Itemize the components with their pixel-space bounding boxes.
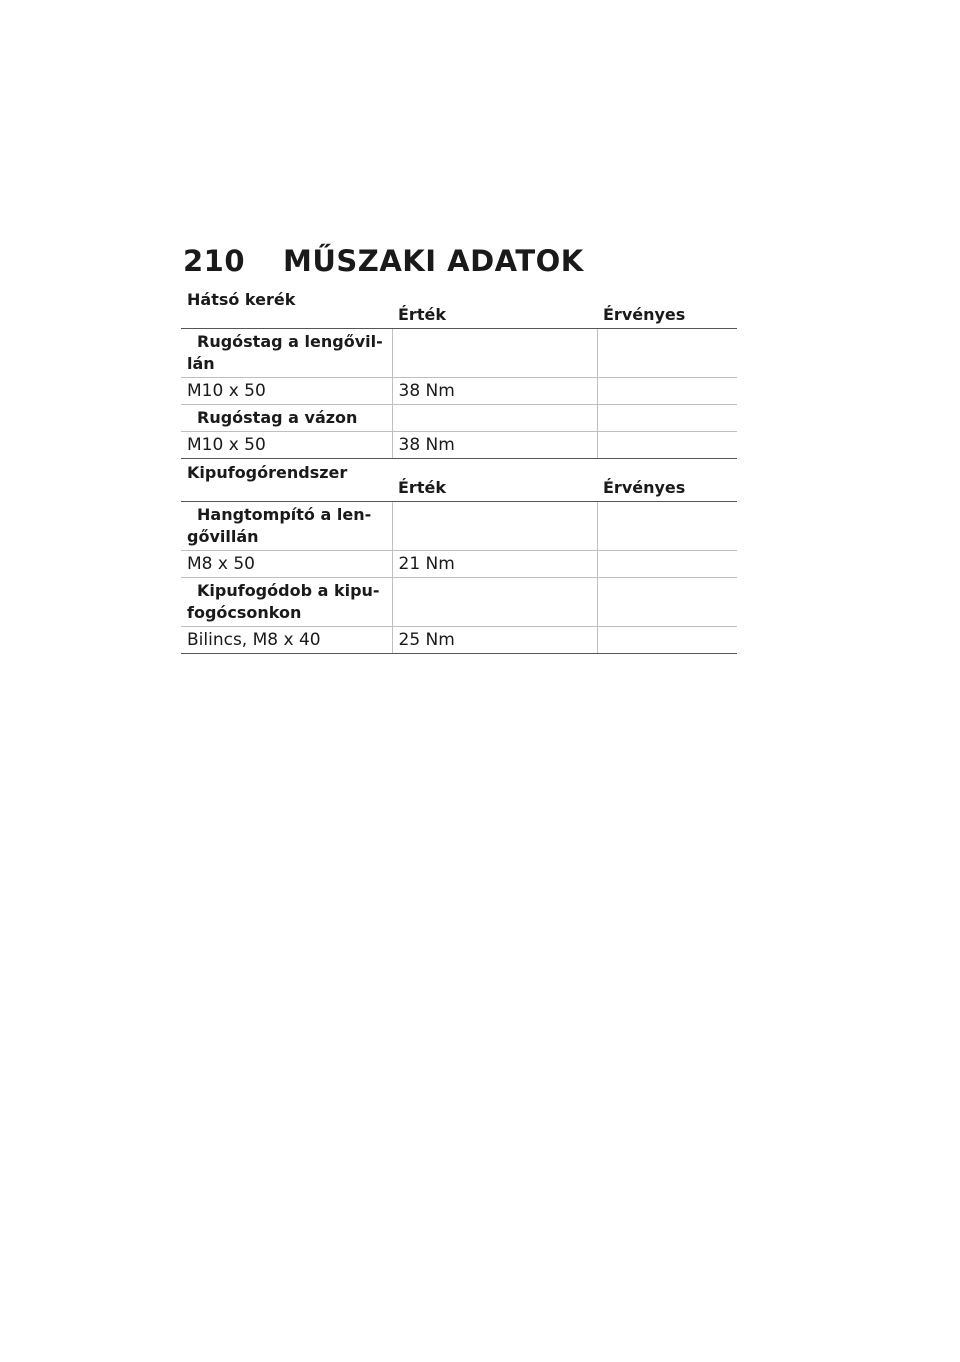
table-row [181,551,737,578]
column-header-valid: Érvényes [597,290,737,329]
table-row [181,378,737,405]
valid-cell [597,551,737,578]
component-cell: M10 x 50 [181,378,392,405]
value-cell: 38 Nm [392,378,597,405]
page-number: 210 [183,244,246,278]
row-subheading [181,405,392,432]
exhaust-torque-table [181,463,737,654]
value-cell: 21 Nm [392,551,597,578]
valid-cell [597,378,737,405]
valid-cell [597,329,737,378]
row-subheading [181,578,392,627]
subheading-line-2: lán [187,354,215,373]
subheading-line-2: fogócsonkon [187,603,302,622]
row-subheading [181,502,392,551]
table-row [181,329,737,378]
column-header-component: Hátsó kerék [181,290,392,329]
table-header-row [181,463,737,502]
row-subheading [181,329,392,378]
section-title: MŰSZAKI ADATOK [283,244,584,278]
subheading-line-1: Hangtompító a len- [197,505,372,524]
column-header-component: Kipufogórendszer [181,463,392,502]
valid-cell [597,405,737,432]
subheading-line-1: Rugóstag a lengővil- [197,332,383,351]
table-row [181,578,737,627]
valid-cell [597,432,737,459]
value-cell [392,405,597,432]
component-cell: Bilincs, M8 x 40 [181,627,392,654]
column-header-value: Érték [392,290,597,329]
valid-cell [597,627,737,654]
column-header-valid: Érvényes [597,463,737,502]
table-row [181,405,737,432]
valid-cell [597,578,737,627]
table-row [181,432,737,459]
value-cell: 25 Nm [392,627,597,654]
subheading-line-2: gővillán [187,527,259,546]
value-cell [392,578,597,627]
subheading-text: Rugóstag a vázon [197,408,358,427]
value-cell [392,329,597,378]
valid-cell [597,502,737,551]
table-header-row [181,290,737,329]
column-header-value: Érték [392,463,597,502]
subheading-line-1: Kipufogódob a kipu- [197,581,380,600]
table-row [181,627,737,654]
value-cell [392,502,597,551]
value-cell: 38 Nm [392,432,597,459]
component-cell: M10 x 50 [181,432,392,459]
rear-wheel-torque-table [181,290,737,459]
table-row [181,502,737,551]
component-cell: M8 x 50 [181,551,392,578]
